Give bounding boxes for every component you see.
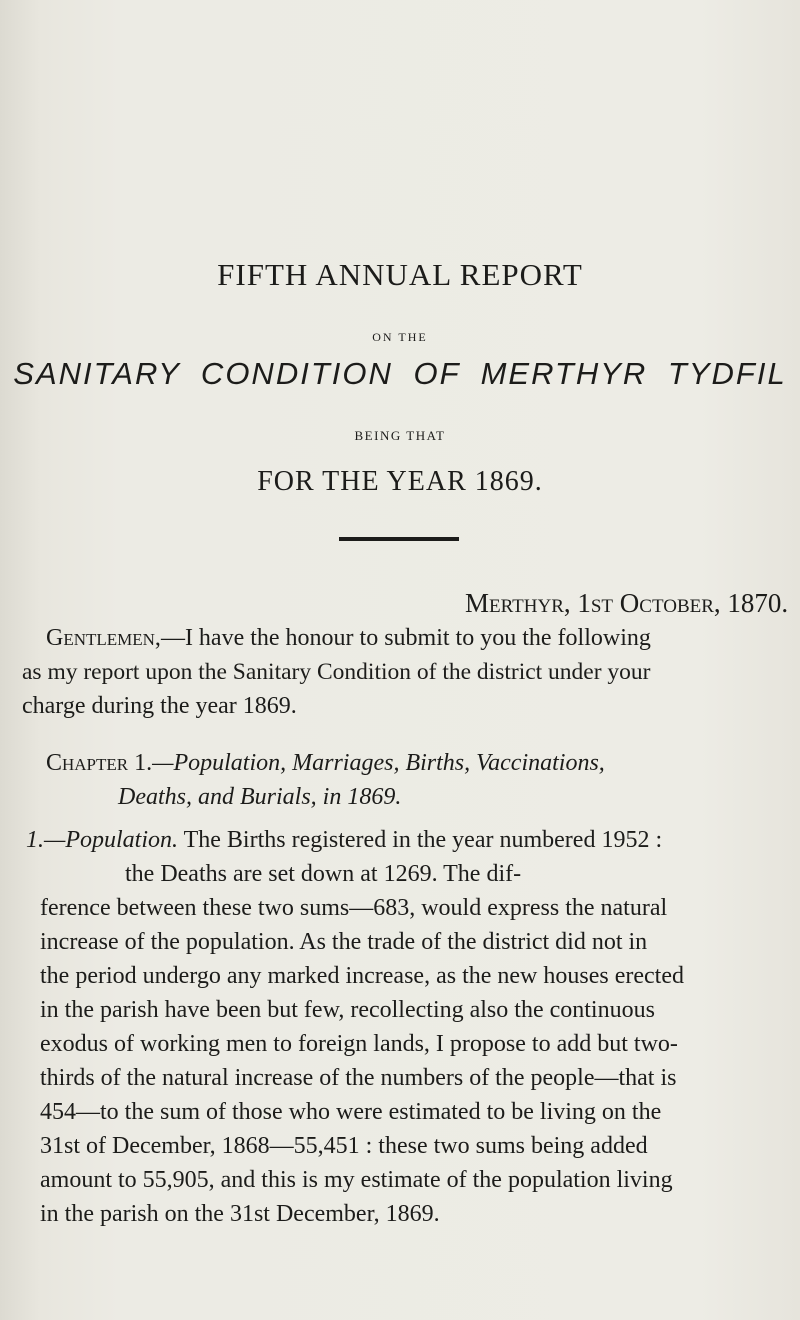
salutation-line-3: charge during the year 1869. — [22, 693, 297, 719]
being-that-label: BEING THAT — [354, 428, 446, 443]
chapter-title-line-1: —Population, Marriages, Births, Vaccinations, — [152, 750, 605, 776]
section-1-line-2: the Deaths are set down at 1269. The dif- — [125, 861, 522, 887]
chapter-title-line-2: Deaths, and Burials, in 1869. — [118, 784, 402, 810]
section-1-line-9: 454—to the sum of those who were estimated to be living on the — [40, 1099, 662, 1125]
salutation-address: Gentlemen, — [46, 625, 161, 651]
section-1-line-7: exodus of working men to foreign lands, I propose to add but two- — [40, 1031, 678, 1057]
section-1-line-1 — [26, 823, 662, 857]
report-subject: SANITARY CONDITION OF MERTHYR TYDFIL — [13, 356, 787, 391]
chapter-label: Chapter 1. — [46, 750, 153, 776]
section-1-label: 1.—Population. — [26, 827, 179, 853]
section-1-line-11: amount to 55,905, and this is my estimate of the population living — [40, 1167, 673, 1193]
chapter-heading — [46, 746, 605, 780]
salutation-line-2: as my report upon the Sanitary Condition of the district under your — [22, 659, 651, 685]
section-1-text-1: The Births registered in the year numbered 1952 : — [178, 827, 663, 853]
section-1-line-5: the period undergo any marked increase, as the new houses erected — [40, 963, 684, 989]
chapter-title-line-2-wrap — [118, 780, 401, 814]
section-1-line-4: increase of the population. As the trade of the district did not in — [40, 929, 648, 955]
section-1-line-12: in the parish on the 31st December, 1869. — [40, 1201, 440, 1227]
section-1-line-3: ference between these two sums—683, would express the natural — [40, 895, 668, 921]
salutation-line-1 — [46, 621, 766, 655]
section-1-line-8: thirds of the natural increase of the numbers of the people—that is — [40, 1065, 677, 1091]
salutation-text: —I have the honour to submit to you the following — [160, 625, 651, 651]
on-the-label: ON THE — [372, 330, 428, 344]
report-year: FOR THE YEAR 1869. — [257, 466, 543, 497]
section-1-line-10: 31st of December, 1868—55,451 : these two sums being added — [40, 1133, 648, 1159]
divider-rule — [339, 537, 459, 541]
dateline: Merthyr, 1st October, 1870. — [465, 588, 789, 618]
report-title: FIFTH ANNUAL REPORT — [217, 257, 583, 292]
section-1-line-6: in the parish have been but few, recollecting also the continuous — [40, 997, 655, 1023]
